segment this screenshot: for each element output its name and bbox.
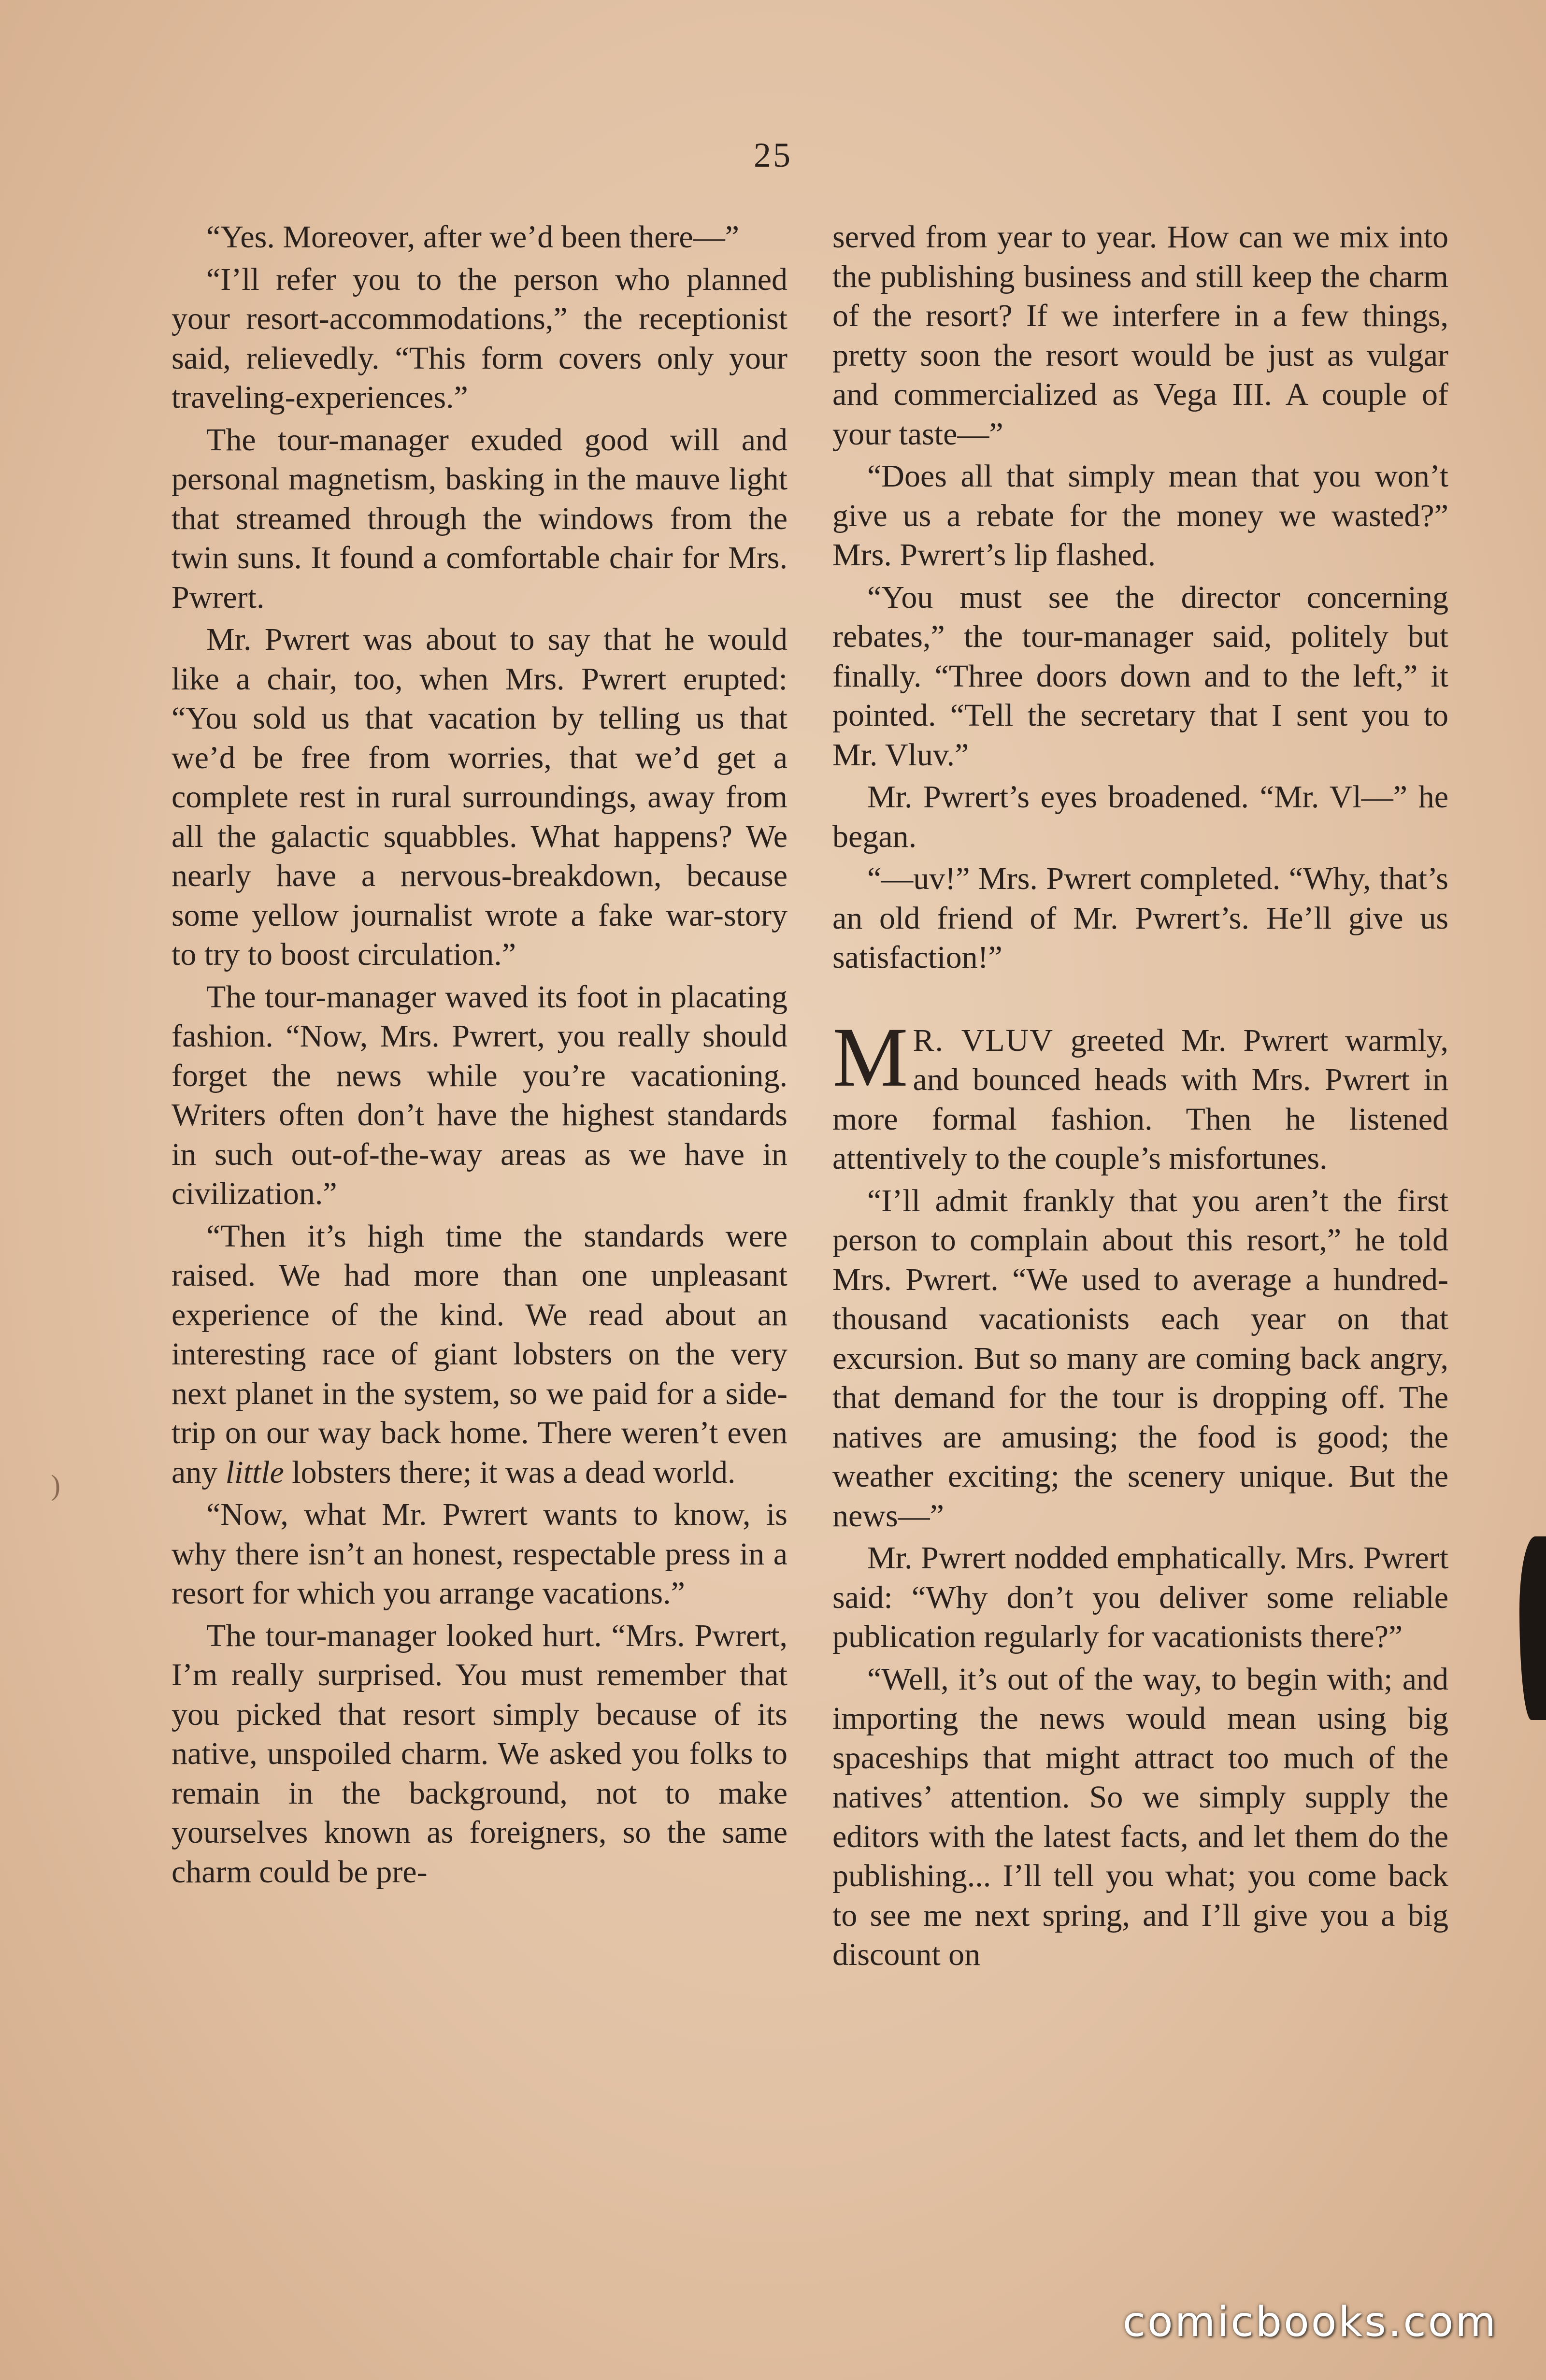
paragraph xyxy=(172,1217,787,1492)
paragraph: “I’ll refer you to the person who planned your resort-accommodations,” the receptionist said, relievedly. “This form covers only your traveling-experiences.” xyxy=(172,261,787,415)
paragraph: “Now, what Mr. Pwrert wants to know, is why there isn’t an honest, respectable press in a resort for which you arrange vacations.” xyxy=(172,1497,787,1611)
small-caps-lead: R. VLUV xyxy=(913,1022,1054,1058)
paragraph: “Yes. Moreover, after we’d been there—” xyxy=(206,219,740,255)
drop-cap: M xyxy=(832,1010,908,1104)
paragraph: “—uv!” Mrs. Pwrert completed. “Why, that’s an old friend of Mr. Pwrert’s. He’ll give us satisfaction!” xyxy=(832,861,1448,975)
paragraph: “Does all that simply mean that you won’t give us a rebate for the money we wasted?” Mrs. Pwrert’s lip flashed. xyxy=(832,459,1448,573)
paragraph: served from year to year. How can we mix into the publishing business and still keep the charm of the resort? If we interfere in a few things, pretty soon the resort would be just as vulgar and commercialized as Vega III. A couple of your taste—” xyxy=(832,219,1448,452)
page-number: 25 xyxy=(754,136,792,174)
paragraph: “Well, it’s out of the way, to begin with; and importing the news would mean using big spaceships that might attract too much of the natives’ attention. So we simply supply the editors with the latest facts, and let them do the publishing... I’ll tell you what; you come back to see me next spring, and I’ll give you a big discount on xyxy=(832,1661,1448,1972)
paragraph: The tour-manager looked hurt. “Mrs. Pwrert, I’m really surprised. You must remember that you picked that resort simply because of its native, unspoiled charm. We asked you folks to remain in the background, not to make yourselves known as foreigners, so the same charm could be pre- xyxy=(172,1618,787,1890)
italic-text: little xyxy=(225,1454,284,1490)
paragraph-text: greeted Mr. Pwrert warmly, and bounced heads with Mrs. Pwrert in more formal fashion. Then he listened attentively to the couple’s misfortunes. xyxy=(832,1022,1449,1176)
paragraph: The tour-manager waved its foot in placating fashion. “Now, Mrs. Pwrert, you really should forget the news while you’re vacationing. Writers often don’t have the highest standards in such out-of-the-way areas as we have in civilization.” xyxy=(172,979,787,1211)
paragraph-text: “Then it’s high time the standards were raised. We had more than one unpleasant experience of the kind. We read about an interesting race of giant lobsters on the very next planet in the system, so we paid for a side-trip on our way back home. There weren’t even any xyxy=(172,1218,787,1490)
paragraph: “I’ll admit frankly that you aren’t the first person to complain about this resort,” he told Mrs. Pwrert. “We used to average a hundred-thousand vacationists each year on that excursion. But so many are coming back angry, that demand for the tour is dropping off. The natives are amusing; the food is good; the weather exciting; the scenery unique. But the news—” xyxy=(832,1183,1448,1534)
right-column xyxy=(832,217,1448,1978)
paragraph: Mr. Pwrert’s eyes broadened. “Mr. Vl—” he began. xyxy=(832,779,1448,854)
paragraph-text: lobsters there; it was a dead world. xyxy=(292,1454,736,1490)
left-column xyxy=(172,217,787,1894)
paragraph: Mr. Pwrert was about to say that he would like a chair, too, when Mrs. Pwrert erupted: “You sold us that vacation by telling us that we’d be free from worries, that we’d get a complete rest in rural surroundings, away from all the galactic squabbles. What happens? We nearly have a nervous-breakdown, because some yellow journalist wrote a fake war-story to try to boost circulation.” xyxy=(172,622,787,972)
paragraph: The tour-manager exuded good will and personal magnetism, basking in the mauve light that streamed through the windows from the twin suns. It found a comfortable chair for Mrs. Pwrert. xyxy=(172,422,787,615)
paragraph: “You must see the director concerning rebates,” the tour-manager said, politely but finally. “Three doors down and to the left,” it pointed. “Tell the secretary that I sent you to Mr. Vluv.” xyxy=(832,579,1448,773)
paragraph: Mr. Pwrert nodded emphatically. Mrs. Pwrert said: “Why don’t you deliver some reliable publication regularly for vacationists there?” xyxy=(832,1540,1448,1654)
margin-mark: ) xyxy=(51,1469,60,1501)
watermark: comicbooks.com xyxy=(1122,2298,1498,2346)
section-start-paragraph xyxy=(832,1010,1449,1178)
torn-edge xyxy=(1519,1536,1546,1720)
